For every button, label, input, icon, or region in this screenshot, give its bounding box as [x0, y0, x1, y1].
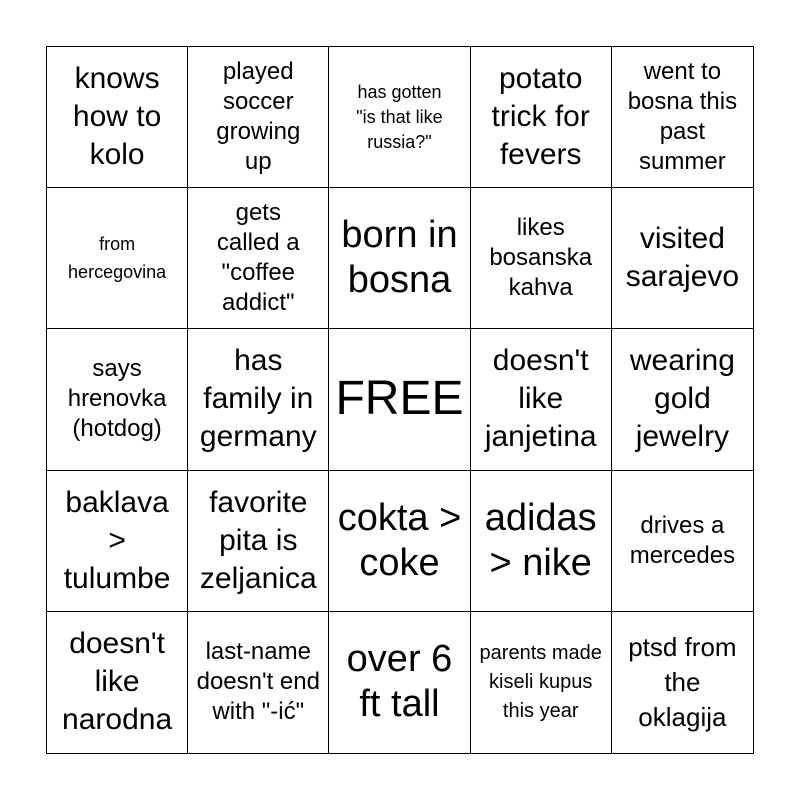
bingo-cell-text: from hercegovina [68, 234, 167, 283]
free-space-label: FREE [335, 372, 464, 426]
bingo-cell-text: gets called a "coffee addict" [216, 199, 300, 317]
bingo-cell[interactable] [612, 612, 753, 753]
bingo-cell[interactable] [612, 471, 753, 612]
bingo-cell-text: adidas > nike [484, 496, 597, 584]
bingo-cell[interactable] [47, 471, 188, 612]
bingo-cell[interactable] [329, 471, 470, 612]
bingo-cell[interactable] [471, 612, 612, 753]
bingo-cell[interactable] [612, 188, 753, 329]
bingo-cell[interactable] [329, 612, 470, 753]
bingo-cell-text: baklava > tulumbe [63, 485, 171, 595]
bingo-cell-text: parents made kiseli kupus this year [479, 641, 602, 722]
bingo-cell-text: drives a mercedes [629, 511, 736, 569]
bingo-cell-text: over 6 ft tall [346, 638, 453, 726]
bingo-cell[interactable] [47, 188, 188, 329]
bingo-cell-text: has gotten "is that like russia?" [356, 81, 443, 152]
bingo-cell[interactable] [47, 47, 188, 188]
bingo-cell-text: says hrenovka (hotdog) [67, 355, 167, 443]
bingo-cell-text: played soccer growing up [216, 58, 301, 176]
bingo-cell-text: ptsd from the oklagija [628, 631, 737, 732]
bingo-cell[interactable] [188, 612, 329, 753]
bingo-cell-text: potato trick for fevers [491, 62, 590, 172]
bingo-cell[interactable] [329, 47, 470, 188]
bingo-cell[interactable] [188, 188, 329, 329]
bingo-cell-text: has family in germany [199, 344, 317, 454]
bingo-cell-text: doesn't like janjetina [484, 344, 597, 454]
bingo-board [46, 46, 754, 754]
bingo-cell[interactable] [47, 329, 188, 470]
bingo-cell-text: wearing gold jewelry [629, 344, 735, 454]
bingo-cell[interactable] [471, 188, 612, 329]
bingo-cell[interactable] [471, 471, 612, 612]
bingo-cell-text: last-name doesn't end with "-ić" [196, 638, 320, 726]
bingo-cell-text: favorite pita is zeljanica [199, 485, 317, 595]
bingo-cell[interactable] [612, 47, 753, 188]
bingo-cell[interactable] [188, 47, 329, 188]
bingo-cell-text: cokta > coke [337, 496, 462, 584]
bingo-cell-text: born in bosna [341, 214, 458, 302]
bingo-cell[interactable] [188, 471, 329, 612]
bingo-cell-text: knows how to kolo [72, 62, 162, 172]
bingo-cell[interactable] [471, 47, 612, 188]
bingo-cell-text: visited sarajevo [625, 222, 740, 294]
bingo-free-cell[interactable] [329, 329, 470, 470]
bingo-cell[interactable] [329, 188, 470, 329]
bingo-cell[interactable] [47, 612, 188, 753]
bingo-cell[interactable] [188, 329, 329, 470]
bingo-cell-text: doesn't like narodna [62, 627, 173, 737]
bingo-cell-text: went to bosna this past summer [627, 58, 738, 176]
bingo-cell[interactable] [471, 329, 612, 470]
bingo-cell[interactable] [612, 329, 753, 470]
bingo-cell-text: likes bosanska kahva [489, 214, 593, 302]
